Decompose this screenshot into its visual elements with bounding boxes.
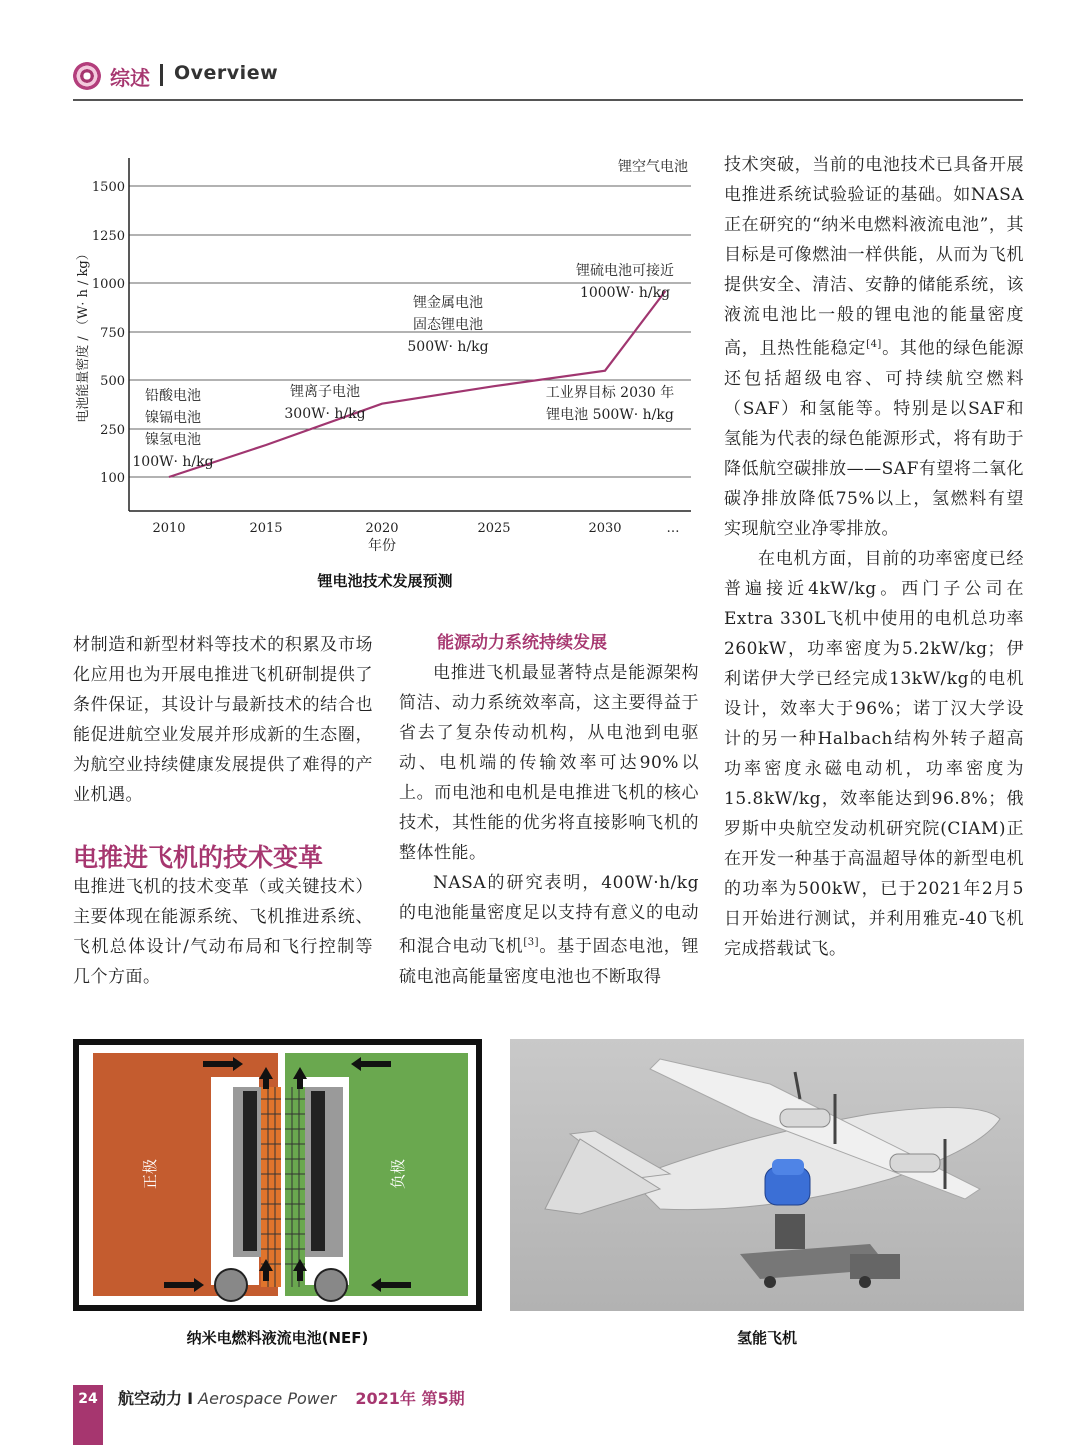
x-tick-label: 2030	[588, 521, 621, 536]
hydrogen-caption: 氢能飞机	[510, 1327, 1024, 1348]
page-number: 24	[73, 1385, 103, 1445]
column-3	[724, 150, 1024, 964]
footer-separator: I	[187, 1389, 193, 1408]
negative-label: 负极	[389, 1159, 407, 1189]
nef-figure	[73, 1039, 482, 1311]
section-label-en: Overview	[174, 62, 278, 84]
battery-chart	[73, 150, 708, 590]
journal-logo-icon	[73, 62, 101, 90]
y-axis-label: 电池能量密度 / （W· h / kg）	[75, 247, 91, 423]
column-1	[73, 630, 373, 810]
x-tick-label: 2015	[249, 521, 282, 536]
chart-caption: 锂电池技术发展预测	[200, 570, 570, 591]
annotation-label: 工业界目标 2030 年	[546, 384, 675, 401]
column-2	[399, 630, 699, 992]
annotation-label: 1000W· h/kg	[580, 285, 670, 301]
col3-paragraph-1: 技术突破，当前的电池技术已具备开展电推进系统试验验证的基础。如NASA正在研究的“纳米电燃料液流电池”，其目标是可像燃油一样供能，从而为飞机提供安全、清洁、安静的储能系统，该液流电池比一般的锂电池的能量密度高，且热性能稳定[4]。其他的绿色能源还包括超级电容、可持续航空燃料（SAF）和氢能等。特别是以SAF和氢能为代表的绿色能源形式，将有助于降低航空碳排放——SAF有望将二氧化碳净排放降低75%以上，氢燃料有望实现航空业净零排放。	[724, 150, 1024, 544]
footer-title	[118, 1386, 465, 1409]
annotation-label: 锂金属电池	[413, 294, 483, 311]
annotation-label: 锂空气电池	[618, 158, 688, 175]
annotation-label: 500W· h/kg	[407, 339, 488, 355]
header-rule	[73, 99, 1023, 101]
journal-name-en: Aerospace Power	[198, 1389, 336, 1408]
positive-label: 正极	[141, 1159, 159, 1189]
x-tick-label: 2010	[152, 521, 185, 536]
annotation-label: 锂硫电池可接近	[576, 262, 674, 279]
annotation-label: 锂离子电池	[290, 383, 360, 400]
x-tick-label: 2025	[477, 521, 510, 536]
y-tick-label: 1250	[92, 229, 125, 244]
y-tick-label: 100	[100, 471, 125, 486]
x-axis-label: 年份	[368, 537, 396, 554]
y-tick-label: 250	[100, 423, 125, 438]
annotation-label: 锂电池 500W· h/kg	[546, 406, 674, 423]
y-tick-label: 500	[100, 374, 125, 389]
annotation-label: 300W· h/kg	[284, 406, 365, 422]
x-tick-label: 2020	[365, 521, 398, 536]
col1-paragraph-1: 材制造和新型材料等技术的积累及市场化应用也为开展电推进飞机研制提供了条件保证，其设计与最新技术的结合也能促进航空业发展并形成新的生态圈，为航空业持续健康发展提供了难得的产业机遇。	[73, 630, 373, 810]
hydrogen-aircraft-figure	[510, 1039, 1024, 1311]
col1-paragraph-2: 电推进飞机的技术变革（或关键技术）主要体现在能源系统、飞机推进系统、飞机总体设计/气动布局和飞行控制等几个方面。	[73, 872, 373, 992]
y-tick-label: 1500	[92, 180, 125, 195]
annotation-label: 铅酸电池	[145, 387, 201, 404]
reference-3: [3]	[523, 937, 539, 948]
col2-paragraph-1: 电推进飞机最显著特点是能源架构简洁、动力系统效率高，这主要得益于省去了复杂传动机构，从电池到电驱动、电机端的传输效率可达90%以上。而电池和电机是电推进飞机的核心技术，其性能的优劣将直接影响飞机的整体性能。	[399, 658, 699, 868]
x-tick-label: …	[667, 521, 680, 536]
col2-paragraph-2: NASA的研究表明，400W·h/kg的电池能量密度足以支持有意义的电动和混合电动飞机[3]。基于固态电池，锂硫电池高能量密度电池也不断取得	[399, 868, 699, 992]
journal-name-cn: 航空动力	[118, 1389, 182, 1408]
reference-4: [4]	[866, 339, 882, 350]
annotation-label: 镍氢电池	[145, 431, 201, 448]
section-label-cn: 综述	[110, 62, 150, 91]
annotation-label: 固态锂电池	[413, 316, 483, 333]
y-tick-label: 1000	[92, 277, 125, 292]
section-heading: 电推进飞机的技术变革	[73, 840, 373, 876]
annotation-label: 镍镉电池	[145, 409, 201, 426]
battery-chart-svg	[73, 150, 708, 590]
nef-diagram	[73, 1039, 482, 1311]
header-divider	[160, 64, 163, 86]
issue-label: 2021年 第5期	[355, 1389, 464, 1408]
nef-caption: 纳米电燃料液流电池(NEF)	[73, 1327, 482, 1348]
annotation-label: 100W· h/kg	[132, 454, 213, 470]
column-1-lower	[73, 872, 373, 992]
subsection-heading: 能源动力系统持续发展	[399, 630, 699, 656]
col3-paragraph-2: 在电机方面，目前的功率密度已经普遍接近4kW/kg。西门子公司在Extra 330L飞机中使用的电机总功率260kW，功率密度为5.2kW/kg；伊利诺伊大学已经完成13kW/kg的电机设计，效率大于96%；诺丁汉大学设计的另一种Halbach结构外转子超高功率密度永磁电动机，功率密度为15.8kW/kg，效率能达到96.8%；俄罗斯中央航空发动机研究院(CIAM)正在开发一种基于高温超导体的新型电机的功率为500kW，已于2021年2月5日开始进行测试，并利用雅克-40飞机完成搭载试飞。	[724, 544, 1024, 964]
hydrogen-aircraft-image	[510, 1039, 1024, 1311]
y-tick-label: 750	[100, 326, 125, 341]
